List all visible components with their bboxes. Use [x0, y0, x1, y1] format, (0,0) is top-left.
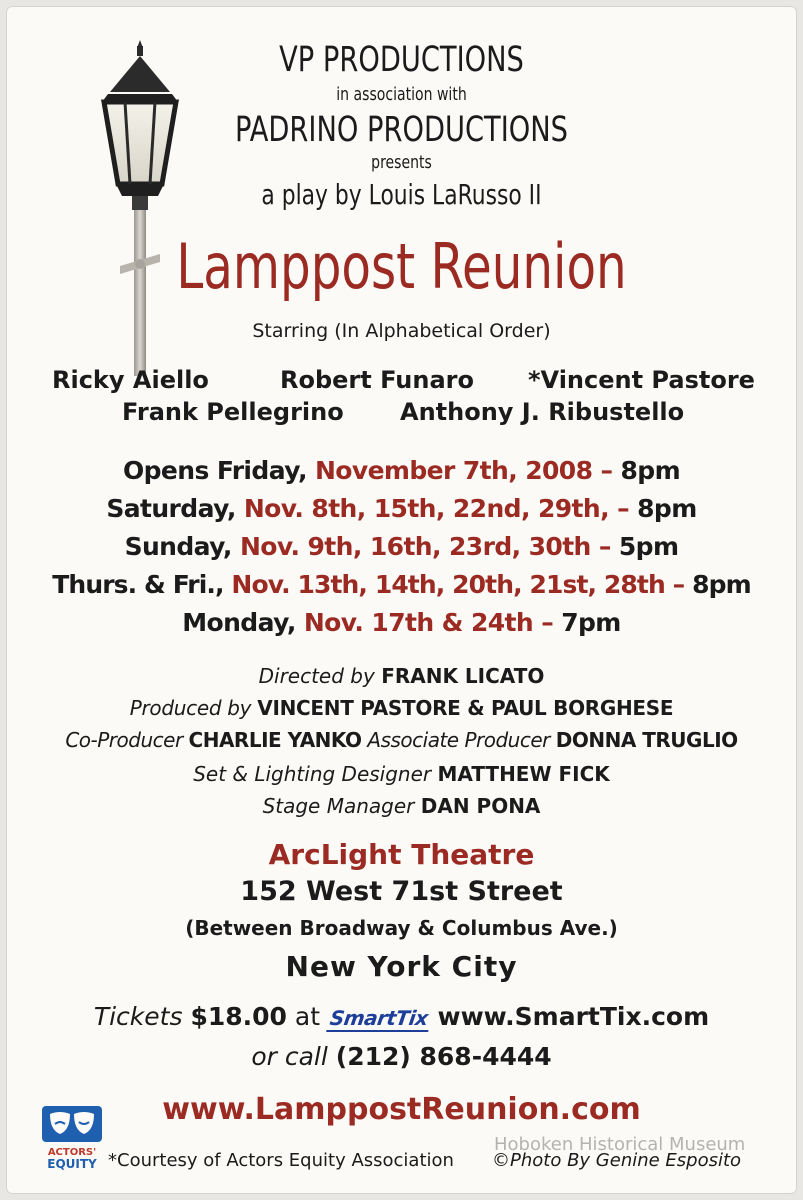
schedule-row	[6, 570, 797, 599]
call-label: or call	[251, 1042, 328, 1071]
schedule-dates: Nov. 9th, 16th, 23rd, 30th	[239, 532, 591, 561]
venue-name: ArcLight Theatre	[268, 838, 535, 871]
schedule-day: Thurs. & Fri.,	[52, 570, 224, 599]
smarttix-logo: SmartTix	[326, 1006, 431, 1032]
schedule-day: Sunday,	[124, 532, 232, 561]
credit-stage-manager	[6, 794, 797, 818]
credit-name: FRANK LICATO	[381, 664, 545, 688]
schedule-time: 8pm	[620, 456, 681, 485]
schedule-time: 5pm	[618, 532, 679, 561]
credit-director	[6, 664, 797, 688]
schedule-dash: –	[590, 532, 619, 561]
venue-city: New York City	[285, 950, 518, 983]
cast-member: Robert Funaro	[280, 366, 474, 394]
association-text: in association with	[336, 84, 467, 105]
schedule-day: Opens Friday,	[122, 456, 307, 485]
credit-coproducers	[6, 728, 797, 752]
tickets-at: at	[294, 1002, 320, 1031]
schedule-row	[6, 456, 797, 485]
schedule-time: 8pm	[692, 570, 751, 599]
presenter: VP PRODUCTIONS	[279, 40, 524, 80]
actors-equity-logo	[40, 1104, 104, 1176]
smarttix-link[interactable]: www.SmartTix.com	[437, 1002, 710, 1031]
credit-label: Set & Lighting Designer	[193, 762, 432, 786]
credit-label: Associate Producer	[367, 728, 550, 752]
schedule-time: 8pm	[637, 494, 697, 523]
cast-member: Frank Pellegrino	[122, 398, 344, 426]
venue-address: 152 West 71st Street	[240, 876, 563, 907]
photo-credit: ©Photo By Genine Esposito	[492, 1150, 742, 1171]
schedule-dates: November 7th, 2008	[314, 456, 593, 485]
credit-name: VINCENT PASTORE & PAUL BORGHESE	[257, 696, 674, 720]
cast-heading: Starring (In Alphabetical Order)	[252, 320, 551, 342]
schedule-time: 7pm	[561, 608, 621, 637]
credit-name: DAN PONA	[420, 794, 541, 818]
credit-producers	[6, 696, 797, 720]
schedule-dash: –	[592, 456, 621, 485]
equity-masks-icon	[40, 1104, 104, 1144]
phone-number: (212) 868-4444	[335, 1042, 552, 1071]
courtesy-note: *Courtesy of Actors Equity Association	[108, 1150, 454, 1171]
schedule-row	[6, 608, 797, 637]
postcard	[6, 6, 797, 1194]
tickets-line	[6, 1002, 797, 1032]
schedule-day: Monday,	[182, 608, 296, 637]
credit-label: Stage Manager	[262, 794, 415, 818]
cast-member: Ricky Aiello	[52, 366, 209, 394]
cast-member: Anthony J. Ribustello	[400, 398, 685, 426]
credit-label: Directed by	[258, 664, 375, 688]
schedule-row	[6, 532, 797, 561]
credit-name: DONNA TRUGLIO	[555, 728, 738, 752]
tickets-label: Tickets	[93, 1002, 183, 1031]
schedule-dash: –	[609, 494, 638, 523]
schedule-row	[6, 494, 797, 523]
schedule-dates: Nov. 8th, 15th, 22nd, 29th,	[243, 494, 610, 523]
schedule-dates: Nov. 17th & 24th	[303, 608, 534, 637]
byline: a play by Louis LaRusso II	[261, 178, 542, 211]
credit-label: Produced by	[129, 696, 252, 720]
credit-designer	[6, 762, 797, 786]
venue-cross-streets: (Between Broadway & Columbus Ave.)	[185, 916, 618, 940]
schedule-day: Saturday,	[106, 494, 236, 523]
credit-name: MATTHEW FICK	[437, 762, 610, 786]
website-link[interactable]: www.LamppostReunion.com	[162, 1092, 641, 1127]
schedule-dash: –	[664, 570, 693, 599]
equity-logo-text: EQUITY	[47, 1157, 97, 1171]
cast-member: *Vincent Pastore	[528, 366, 755, 394]
credit-label: Co-Producer	[65, 728, 183, 752]
schedule-dash: –	[533, 608, 562, 637]
museum-watermark: Hoboken Historical Museum	[494, 1134, 746, 1155]
ticket-price: $18.00	[190, 1002, 287, 1031]
play-title: Lamppost Reunion	[176, 230, 627, 303]
phone-line	[6, 1042, 797, 1071]
schedule-dates: Nov. 13th, 14th, 20th, 21st, 28th	[231, 570, 665, 599]
equity-logo-text: ACTORS'	[47, 1147, 97, 1158]
credit-name: CHARLIE YANKO	[188, 728, 362, 752]
copresenter: PADRINO PRODUCTIONS	[235, 110, 568, 150]
presents-text: presents	[371, 152, 432, 173]
